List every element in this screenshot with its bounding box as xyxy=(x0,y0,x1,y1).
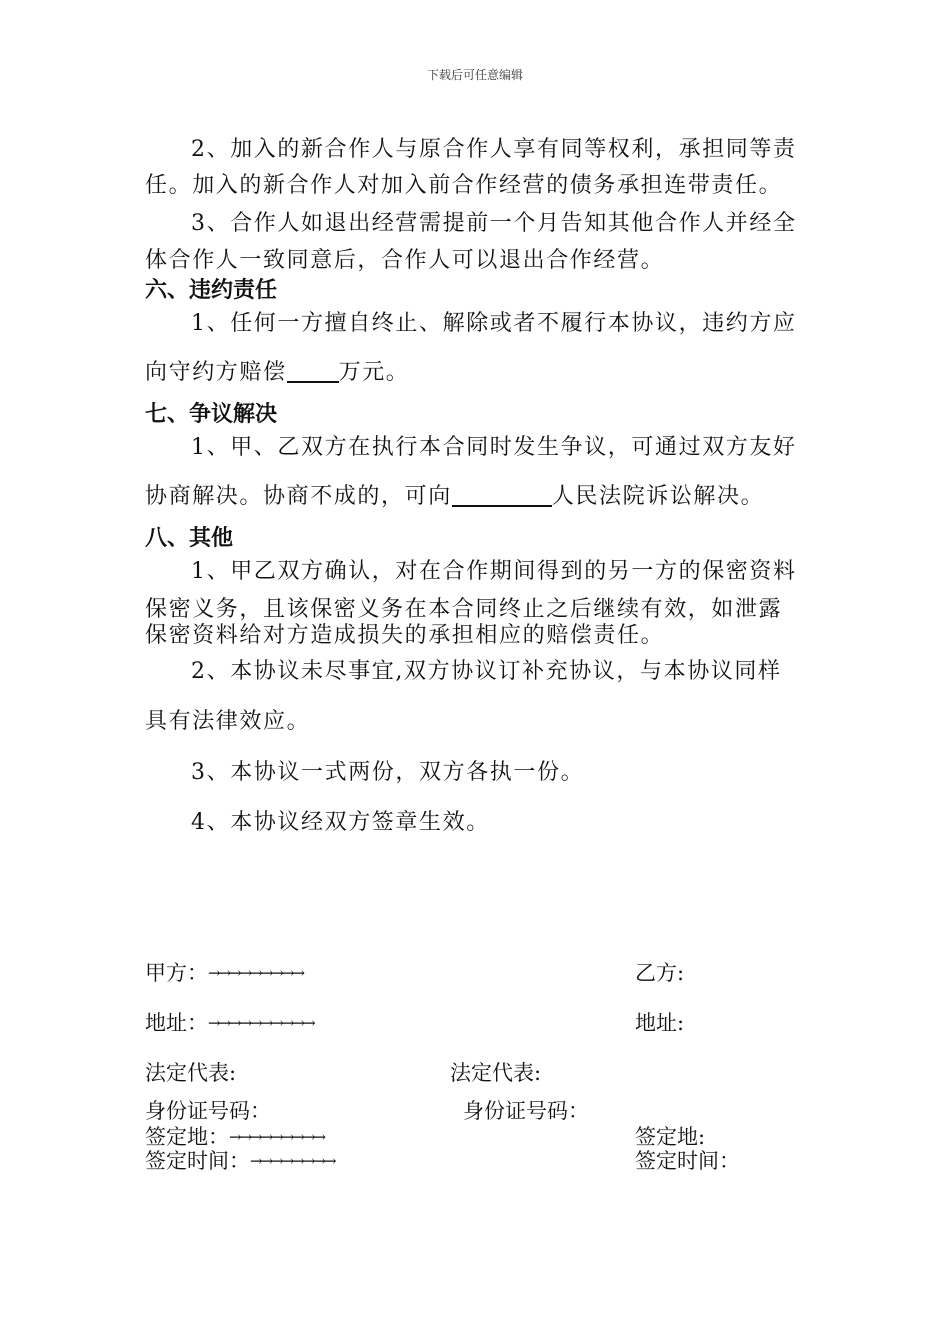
s6-p1-text-post: 万元。 xyxy=(338,360,410,385)
section-8-title: 八、其他 xyxy=(145,526,234,551)
s8-p1-line3: 保密资料给对方造成损失的承担相应的赔偿责任。 xyxy=(145,623,665,648)
s6-p1-text-pre: 向守约方赔偿 xyxy=(145,360,287,385)
s8-p1-line1: 1、甲乙双方确认，对在合作期间得到的另一方的保密资料 xyxy=(191,559,797,584)
sign-place-a-fill-arrows[interactable]: →→→→→→→→→ xyxy=(229,1128,325,1146)
party-a-label xyxy=(145,957,303,987)
s5-p2-line1: 2、加入的新合作人与原合作人享有同等权利，承担同等责 xyxy=(191,137,797,162)
s7-p1-line1: 1、甲、乙双方在执行本合同时发生争议，可通过双方友好 xyxy=(191,435,797,460)
s8-p2-line2: 具有法律效应。 xyxy=(145,709,311,734)
page-header: 下载后可任意编辑 xyxy=(426,68,523,82)
representative-b-label: 法定代表: xyxy=(450,1061,542,1085)
sign-time-a-fill-arrows[interactable]: →→→→→→→→ xyxy=(250,1152,335,1170)
party-a-text: 甲方： xyxy=(145,961,208,985)
s7-p1-text-pre: 协商解决。协商不成的，可向 xyxy=(145,484,452,509)
s6-p1-line1: 1、任何一方擅自终止、解除或者不履行本协议，违约方应 xyxy=(191,311,797,336)
s7-p1-line2 xyxy=(145,479,815,515)
address-a-label xyxy=(145,1007,314,1037)
address-b-label: 地址: xyxy=(635,1011,685,1035)
party-b-label: 乙方: xyxy=(635,961,685,985)
sign-time-b-label: 签定时间： xyxy=(635,1149,740,1173)
id-number-b-label: 身份证号码： xyxy=(463,1099,589,1123)
sign-place-b-label: 签定地: xyxy=(635,1125,706,1149)
section-6-title: 六、违约责任 xyxy=(145,278,278,303)
address-a-text: 地址： xyxy=(145,1011,208,1035)
s5-p3-line2: 体合作人一致同意后，合作人可以退出合作经营。 xyxy=(145,248,665,273)
s5-p2-line2: 任。加入的新合作人对加入前合作经营的债务承担连带责任。 xyxy=(145,173,783,198)
amount-blank[interactable] xyxy=(287,359,339,383)
court-blank[interactable] xyxy=(452,483,552,507)
sign-time-a-text: 签定时间： xyxy=(145,1149,250,1173)
id-number-a-label: 身份证号码： xyxy=(145,1099,271,1123)
s7-p1-text-post: 人民法院诉讼解决。 xyxy=(551,484,765,509)
s8-p2-line1: 2、本协议未尽事宜,双方协议订补充协议，与本协议同样 xyxy=(191,659,782,684)
representative-a-label: 法定代表: xyxy=(145,1061,237,1085)
s8-p3: 3、本协议一式两份，双方各执一份。 xyxy=(191,760,585,785)
s6-p1-line2 xyxy=(145,355,815,391)
s8-p4: 4、本协议经双方签章生效。 xyxy=(191,810,490,835)
party-a-fill-arrows[interactable]: →→→→→→→→→ xyxy=(208,964,304,982)
section-7-title: 七、争议解决 xyxy=(145,402,278,427)
s8-p1-line2: 保密义务，且该保密义务在本合同终止之后继续有效，如泄露 xyxy=(145,597,783,622)
sign-place-a-text: 签定地： xyxy=(145,1125,229,1149)
sign-time-a-label xyxy=(145,1145,335,1175)
address-a-fill-arrows[interactable]: →→→→→→→→→→ xyxy=(208,1014,314,1032)
s5-p3-line1: 3、合作人如退出经营需提前一个月告知其他合作人并经全 xyxy=(191,211,797,236)
